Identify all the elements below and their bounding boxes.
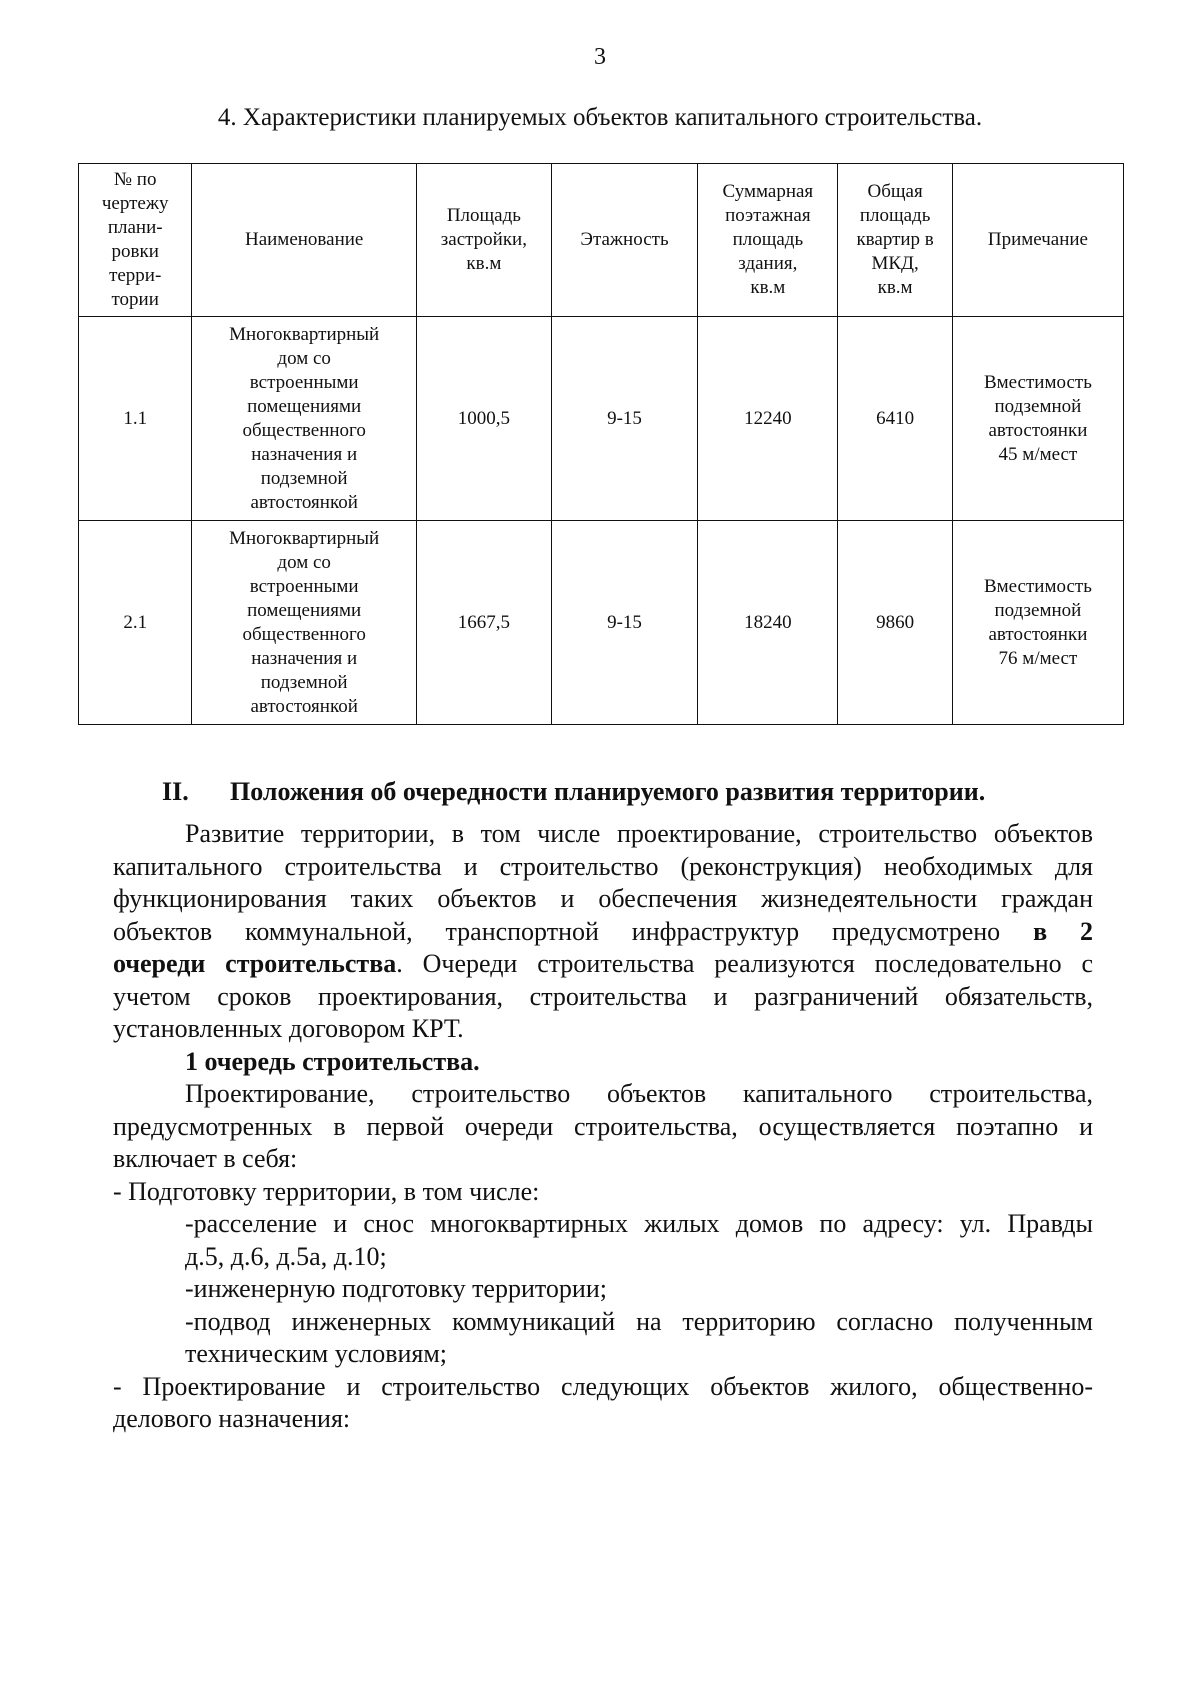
table-row: [79, 317, 1124, 521]
cell-note: Вместимость подземной автостоянки 45 м/мест: [952, 317, 1123, 521]
paragraph-development: [113, 818, 1093, 1046]
cell-apartments-area: 9860: [838, 521, 952, 725]
header-building-area: Площадь застройки, кв.м: [416, 164, 551, 317]
cell-plan-number: 2.1: [79, 521, 192, 725]
section-number: II.: [162, 777, 189, 806]
cell-note: Вместимость подземной автостоянки 76 м/мест: [952, 521, 1123, 725]
table-header-row: [79, 164, 1124, 317]
bold-text: очереди строительства: [113, 949, 397, 978]
list-item: делового назначения:: [113, 1404, 351, 1433]
list-item: - Подготовку территории, в том числе:: [113, 1176, 540, 1206]
header-plan-number: № по чертежу плани- ровки терри- тории: [79, 164, 192, 317]
text-line: предусмотренных в первой очереди строительства, осуществляется поэтапно и: [113, 1111, 1093, 1141]
header-note: Примечание: [952, 164, 1123, 317]
bold-text: 1 очередь строительства.: [185, 1046, 480, 1076]
document-body: [113, 818, 1093, 1436]
text-line: [113, 948, 1093, 981]
header-total-floor-area: Суммарная поэтажная площадь здания, кв.м: [698, 164, 838, 317]
cell-name: Многоквартирный дом со встроенными помещениями общественного назначения и подземной автостоянкой: [192, 317, 417, 521]
header-floors: Этажность: [551, 164, 698, 317]
text-line: включает в себя:: [113, 1144, 298, 1173]
list-subitem: -расселение и снос многоквартирных жилых домов по адресу: ул. Правды: [185, 1209, 1093, 1238]
list-subitem: -подвод инженерных коммуникаций на территорию согласно полученным: [185, 1306, 1093, 1336]
list-item: - Проектирование и строительство следующих объектов жилого, общественно-: [113, 1371, 1093, 1401]
text-line: Развитие территории, в том числе проектирование, строительство объектов: [185, 819, 1093, 848]
header-name: Наименование: [192, 164, 417, 317]
page-number: 3: [594, 44, 606, 70]
table-row: [79, 521, 1124, 725]
list-subitem: техническим условиям;: [185, 1339, 448, 1368]
cell-total-floor-area: 18240: [698, 521, 838, 725]
cell-building-area: 1000,5: [416, 317, 551, 521]
planned-objects-table: [78, 163, 1124, 725]
cell-apartments-area: 6410: [838, 317, 952, 521]
header-apartments-area: Общая площадь квартир в МКД, кв.м: [838, 164, 952, 317]
table-caption: 4. Характеристики планируемых объектов капитального строительства.: [217, 104, 983, 131]
text-line: функционирования таких объектов и обеспечения жизнедеятельности граждан: [113, 884, 1093, 913]
text-line: установленных договором КРТ.: [113, 1014, 464, 1043]
text-span: объектов коммунальной, транспортной инфраструктур предусмотрено: [113, 916, 1034, 946]
list-subitem: -инженерную подготовку территории;: [185, 1274, 607, 1303]
section-heading: [162, 777, 985, 807]
text-line: Проектирование, строительство объектов капитального строительства,: [185, 1079, 1093, 1108]
text-line: [113, 916, 1093, 949]
cell-floors: 9-15: [551, 521, 698, 725]
cell-name: Многоквартирный дом со встроенными помещениями общественного назначения и подземной автостоянкой: [192, 521, 417, 725]
text-line: учетом сроков проектирования, строительства и разграничений обязательств,: [113, 981, 1093, 1011]
subheading-first-stage: [113, 1046, 1093, 1079]
cell-plan-number: 1.1: [79, 317, 192, 521]
cell-building-area: 1667,5: [416, 521, 551, 725]
list-subitem: д.5, д.6, д.5а, д.10;: [185, 1241, 387, 1271]
bold-text: в 2: [1033, 916, 1093, 946]
cell-total-floor-area: 12240: [698, 317, 838, 521]
cell-floors: 9-15: [551, 317, 698, 521]
text-line: капитального строительства и строительство (реконструкция) необходимых для: [113, 851, 1093, 881]
section-title: Положения об очередности планируемого развития территории.: [230, 777, 986, 806]
stage-list: [113, 1176, 1093, 1436]
text-span: . Очереди строительства реализуются последовательно с: [396, 949, 1094, 978]
paragraph-first-stage: [113, 1078, 1093, 1176]
